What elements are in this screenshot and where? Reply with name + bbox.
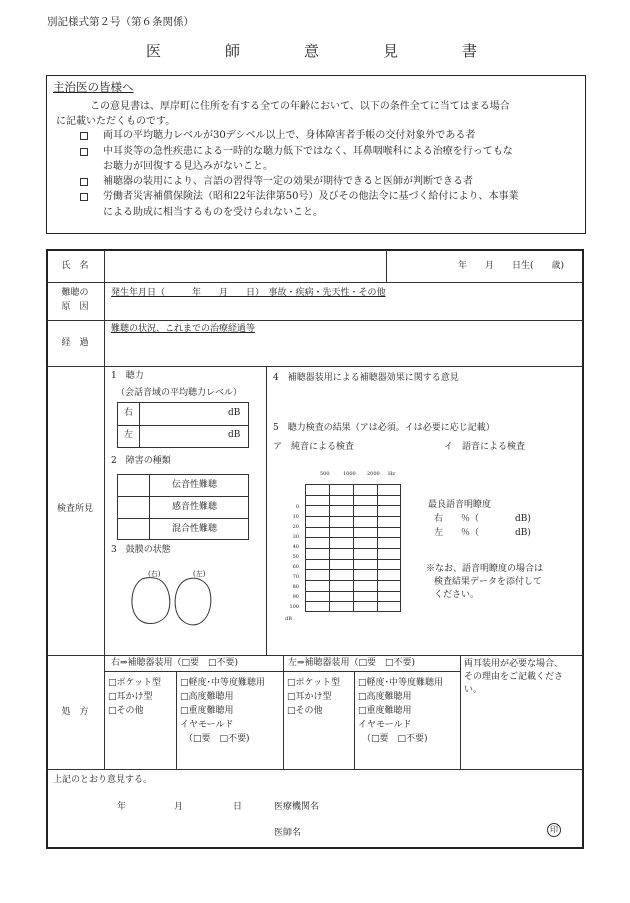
condition-3: 補聴器の装用により、言語の習得等一定の効果が期待できると医師が判断できる者 [103,176,473,187]
notice-intro-1: この意見書は、厚岸町に住所を有する全ての年齢において、以下の条件全てに当てはまる場合 [90,101,510,112]
exam-eardrum-heading: 3 鼓膜の状態 [111,545,171,555]
audiogram-level-60: 60 [292,564,299,570]
rx-right-head[interactable]: 右⇒補聴器装用（□要 □不要) [111,658,239,668]
condition-checkbox-1[interactable] [80,132,88,140]
footer-doctor-label: 医師名 [274,828,302,838]
audiogram-level-70: 70 [292,574,299,580]
audiogram-level-0: 0 [295,504,299,510]
rx-right-mild[interactable]: □軽度･中等度難聴用 [180,678,266,688]
cause-label-2: 原 因 [61,302,89,312]
condition-checkbox-3[interactable] [80,178,88,186]
name-field[interactable] [106,252,384,281]
audiogram-level-90: 90 [292,594,299,600]
rx-left-profound[interactable]: □重度難聴用 [358,706,412,716]
rx-left-pocket[interactable]: □ポケット型 [287,678,341,688]
type-conductive: 伝音性難聴 [172,480,218,490]
audiogram-level-50: 50 [292,554,299,560]
rx-right-severe[interactable]: □高度難聴用 [180,692,234,702]
rx-left-severe[interactable]: □高度難聴用 [358,692,412,702]
exam-result-heading: 5 聴力検査の結果（アは必須。イは必要に応じ記載） [273,423,495,433]
type-mixed: 混合性難聴 [172,524,218,534]
notice-intro-2: に記載いただくものです。 [56,116,176,127]
condition-checkbox-4[interactable] [80,193,88,201]
rx-left-earmold: イヤモールド [358,720,412,730]
speech-note-2: 検査結果データを添付して [434,577,543,587]
page-title: 医師意見書 [146,42,542,60]
footer-statement: 上記のとおり意見する。 [53,775,153,785]
speech-note-3: ください。 [434,590,480,600]
type-check-sensorineural[interactable] [119,498,147,516]
effect-opinion-field[interactable] [268,386,582,418]
type-sensorineural: 感音性難聴 [172,502,218,512]
freq-1000: 1000 [343,471,356,477]
eardrum-diagram[interactable] [128,576,220,628]
speech-note-1: ※なお、語音明瞭度の場合は [426,564,544,574]
rx-right-earmold: イヤモールド [180,720,234,730]
exam-type-heading: 2 障害の種類 [111,456,171,466]
audiogram-level-10: 10 [292,514,299,520]
form-number: 別記様式第２号（第６条関係） [47,16,194,28]
rx-left-head[interactable]: 左⇒補聴器装用（□要 □不要) [288,658,416,668]
footer-day[interactable]: 日 [233,802,243,812]
rx-both-note-2: その理由をご記載くださ [464,672,564,682]
rx-left-behind-ear[interactable]: □耳かけ型 [287,692,332,702]
name-label: 氏 名 [61,261,89,271]
exam-effect-heading: 4 補聴器装用による補聴器効果に関する意見 [273,373,459,383]
cause-label-1: 難聴の [61,288,89,298]
condition-1: 両耳の平均聴力レベルが30デシベル以上で、身体障害者手帳の交付対象外である者 [103,130,476,141]
hearing-right-unit: dB [228,408,241,418]
seal-icon: 印 [547,823,561,837]
footer-month[interactable]: 月 [174,802,184,812]
prescription-label: 処 方 [61,707,89,717]
type-check-mixed[interactable] [119,520,147,538]
exam-hearing-sub: （会話音域の平均聴力レベル） [116,388,243,398]
notice-heading: 主治医の皆様へ [53,80,134,94]
audiogram-level-20: 20 [292,524,299,530]
condition-4a: 労働者災害補償保険法（昭和22年法律第50号）及びその他法令に基づく給付により、本事業 [103,191,519,202]
course-label: 経 過 [61,338,89,348]
audiogram-db-unit: dB [285,616,292,622]
footer-year[interactable]: 年 [117,802,127,812]
doctor-name-field[interactable] [310,822,530,838]
rx-left-mild[interactable]: □軽度･中等度難聴用 [358,678,444,688]
rx-both-note-1: 両耳装用が必要な場合、 [464,659,564,669]
audiogram-level-40: 40 [292,544,299,550]
hearing-left-label: 左 [124,430,134,440]
pure-tone-heading: ア 純音による検査 [273,442,355,452]
eardrum-left-label: (左) [193,570,206,578]
hearing-right-label: 右 [124,408,134,418]
rx-both-reason-field[interactable] [462,700,582,768]
cause-text[interactable]: 発生年月日（ 年 月 日） 事故・疾病・先天性・その他 [111,288,386,298]
rx-right-other[interactable]: □その他 [108,706,144,716]
eardrum-right-label: (右) [148,570,161,578]
audiogram-col-line [377,484,378,612]
audiogram-level-100: 100 [289,604,299,610]
rx-left-earmold-opt[interactable]: （□要 □不要) [362,734,428,744]
rx-right-pocket[interactable]: □ポケット型 [108,678,162,688]
condition-2b: お聴力が回復する見込みがないこと。 [103,161,273,172]
rx-right-profound[interactable]: □重度難聴用 [180,706,234,716]
rx-both-note-3: い。 [464,685,483,695]
course-text[interactable]: 難聴の状況、これまでの治療経過等 [111,324,256,334]
footer-institution-label: 医療機関名 [274,802,320,812]
exam-label: 検査所見 [56,504,93,514]
exam-hearing-heading: 1 聴力 [111,371,144,381]
notice-box [46,75,586,234]
audiogram-col-line [353,484,354,612]
speech-left[interactable]: 左 ％（ dB) [434,528,531,538]
freq-unit: Hz [388,471,395,477]
type-check-conductive[interactable] [119,476,147,494]
audiogram-col-line [329,484,330,612]
institution-field[interactable] [330,798,570,814]
rx-left-other[interactable]: □その他 [287,706,323,716]
speech-test-heading: イ 語音による検査 [444,442,526,452]
rx-right-earmold-opt[interactable]: （□要 □不要) [184,734,250,744]
rx-right-behind-ear[interactable]: □耳かけ型 [108,692,153,702]
hearing-left-unit: dB [228,430,241,440]
condition-4b: による助成に相当するものを受けられないこと。 [103,207,323,218]
speech-right[interactable]: 右 ％（ dB) [434,514,531,524]
birthdate-label: 年 月 日生( 歳) [458,261,565,271]
condition-checkbox-2[interactable] [80,148,88,156]
audiogram-level-30: 30 [292,534,299,540]
freq-2000: 2000 [367,471,380,477]
freq-500: 500 [320,471,330,477]
speech-best-title: 最良語音明瞭度 [428,500,492,510]
condition-2a: 中耳炎等の急性疾患による一時的な聴力低下ではなく、耳鼻咽喉科による治療を行ってもな [103,146,513,157]
audiogram-level-80: 80 [292,584,299,590]
